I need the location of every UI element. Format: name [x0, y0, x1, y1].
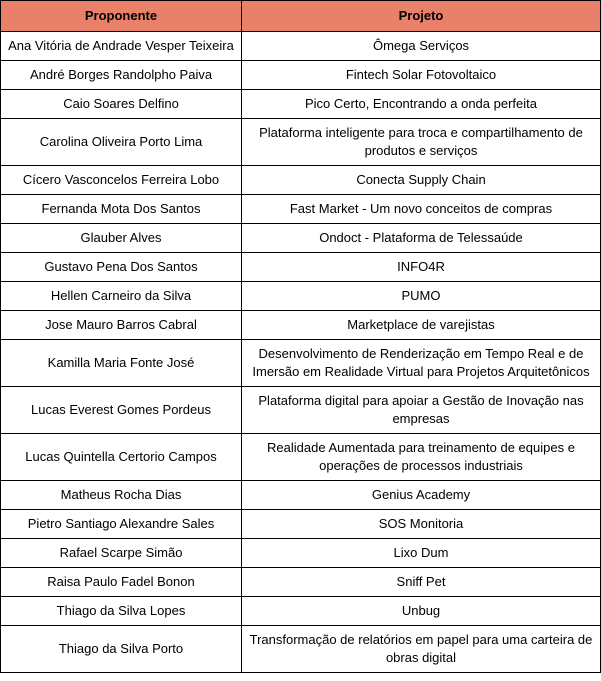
table-row	[1, 626, 601, 673]
table-row	[1, 61, 601, 90]
table-row	[1, 340, 601, 387]
proponente-cell: Rafael Scarpe Simão	[1, 539, 242, 568]
projeto-cell: SOS Monitoria	[242, 510, 601, 539]
proponente-cell: Hellen Carneiro da Silva	[1, 282, 242, 311]
proponente-cell: Caio Soares Delfino	[1, 90, 242, 119]
proponente-cell: Lucas Quintella Certorio Campos	[1, 434, 242, 481]
projeto-cell: Marketplace de varejistas	[242, 311, 601, 340]
projeto-cell: Unbug	[242, 597, 601, 626]
table-row	[1, 224, 601, 253]
projeto-cell: Pico Certo, Encontrando a onda perfeita	[242, 90, 601, 119]
projeto-cell: Plataforma digital para apoiar a Gestão de Inovação nas empresas	[242, 387, 601, 434]
proponente-cell: Raisa Paulo Fadel Bonon	[1, 568, 242, 597]
table-row	[1, 539, 601, 568]
projeto-cell: Fast Market - Um novo conceitos de compras	[242, 195, 601, 224]
projeto-cell: PUMO	[242, 282, 601, 311]
projeto-cell: Ondoct - Plataforma de Telessaúde	[242, 224, 601, 253]
projeto-cell: Plataforma inteligente para troca e compartilhamento de produtos e serviços	[242, 119, 601, 166]
proponente-cell: Carolina Oliveira Porto Lima	[1, 119, 242, 166]
projeto-cell: Fintech Solar Fotovoltaico	[242, 61, 601, 90]
table-row	[1, 387, 601, 434]
projeto-cell: INFO4R	[242, 253, 601, 282]
table-row	[1, 166, 601, 195]
projeto-cell: Genius Academy	[242, 481, 601, 510]
table-row	[1, 568, 601, 597]
table-row	[1, 32, 601, 61]
table-row	[1, 597, 601, 626]
projeto-cell: Desenvolvimento de Renderização em Tempo Real e de Imersão em Realidade Virtual para Projetos Arquitetônicos	[242, 340, 601, 387]
header-projeto: Projeto	[242, 1, 601, 32]
proponente-cell: Thiago da Silva Lopes	[1, 597, 242, 626]
table-row	[1, 481, 601, 510]
proponente-cell: Cícero Vasconcelos Ferreira Lobo	[1, 166, 242, 195]
table-row	[1, 195, 601, 224]
projeto-cell: Lixo Dum	[242, 539, 601, 568]
table-row	[1, 282, 601, 311]
proponente-cell: Matheus Rocha Dias	[1, 481, 242, 510]
table-row	[1, 311, 601, 340]
projeto-cell: Sniff Pet	[242, 568, 601, 597]
proponente-cell: Fernanda Mota Dos Santos	[1, 195, 242, 224]
header-proponente: Proponente	[1, 1, 242, 32]
table-row	[1, 119, 601, 166]
proponente-cell: André Borges Randolpho Paiva	[1, 61, 242, 90]
table-row	[1, 90, 601, 119]
table-row	[1, 253, 601, 282]
projeto-cell: Ômega Serviços	[242, 32, 601, 61]
proponente-cell: Ana Vitória de Andrade Vesper Teixeira	[1, 32, 242, 61]
proponente-cell: Glauber Alves	[1, 224, 242, 253]
proponente-cell: Pietro Santiago Alexandre Sales	[1, 510, 242, 539]
projeto-cell: Conecta Supply Chain	[242, 166, 601, 195]
proponente-cell: Gustavo Pena Dos Santos	[1, 253, 242, 282]
proponente-cell: Kamilla Maria Fonte José	[1, 340, 242, 387]
proponente-cell: Jose Mauro Barros Cabral	[1, 311, 242, 340]
table-row	[1, 510, 601, 539]
header-row	[1, 1, 601, 32]
table-row	[1, 434, 601, 481]
proponente-cell: Lucas Everest Gomes Pordeus	[1, 387, 242, 434]
projeto-cell: Realidade Aumentada para treinamento de equipes e operações de processos industriais	[242, 434, 601, 481]
projeto-cell: Transformação de relatórios em papel para uma carteira de obras digital	[242, 626, 601, 673]
proponente-cell: Thiago da Silva Porto	[1, 626, 242, 673]
